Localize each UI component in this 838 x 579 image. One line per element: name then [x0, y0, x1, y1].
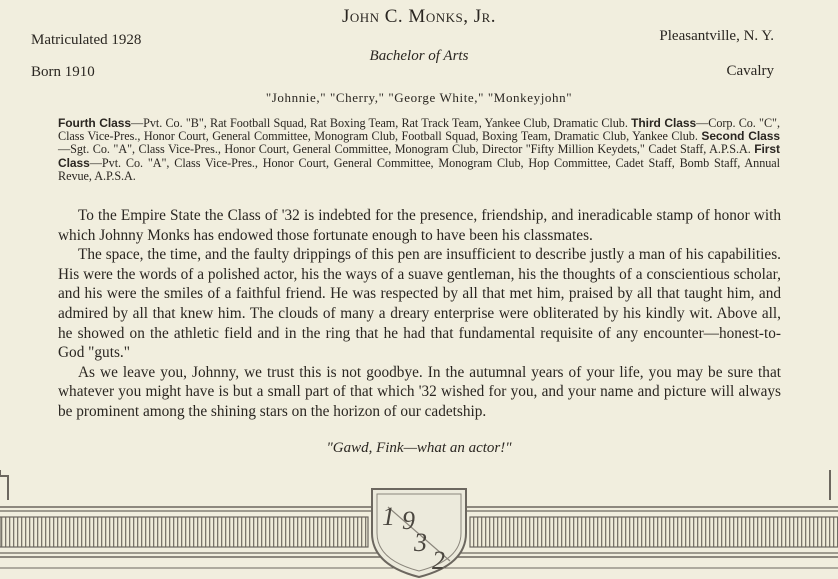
record-text: —Sgt. Co. "A", Class Vice-Pres., Honor Court, General Committee, Monogram Club, Director "Fifty Million Keydets," Cadet Staff, A.P.S.A. — [58, 142, 755, 157]
record-label: Third Class — [631, 116, 697, 130]
year-digit: 3 — [414, 528, 427, 557]
class-year-shield-icon — [368, 485, 470, 579]
record-text: —Pvt. Co. "B", Rat Football Squad, Rat Boxing Team, Rat Track Team, Yankee Club, Dramatic Club. — [130, 116, 632, 130]
degree: Bachelor of Arts — [369, 48, 469, 64]
paragraph: To the Empire State the Class of '32 is indebted for the presence, friendship, and ineradicable stamp of honor with which Johnny Monks has endowed those fortunate enough to have been his classmates. — [58, 207, 781, 244]
year-digit: 9 — [402, 506, 415, 535]
cadet-record — [58, 117, 780, 183]
birth-year: Born 1910 — [31, 64, 95, 80]
matriculated: Matriculated 1928 — [31, 32, 142, 48]
record-text: —Corp. Co. "C", Class Vice-Pres., Honor Court, General Committee, Monogram Club, Football Squad, Boxing Team, Dramatic Club, Yankee Club. — [58, 116, 780, 144]
hometown: Pleasantville, N. Y. — [659, 28, 774, 44]
closing-quote: "Gawd, Fink—what an actor!" — [326, 440, 512, 456]
cadet-name: John C. Monks, Jr. — [341, 6, 497, 27]
branch: Cavalry — [726, 63, 774, 79]
record-label: First Class — [58, 142, 780, 170]
paragraph: As we leave you, Johnny, we trust this is not goodbye. In the autumnal years of your life, you may be sure that whatever you might have is but a small part of that which '32 wished for you, and your name and picture will always be prominent among the shining stars on the horizon of our cadetship. — [58, 363, 781, 420]
year-digit: 1 — [382, 502, 395, 531]
paragraph: The space, the time, and the faulty drippings of this pen are insufficient to describe justly a man of his capabilities. His were the words of a polished actor, his the ways of a suave gentleman, his the thoughts of a conscientious scholar, and his were the smiles of a faithful friend. He was respected by all that met him, praised by all that taught him, and admired by all that knew him. The clouds of many a dreary enterprise were obliterated by his kindly wit. Above all, he showed on the athletic field and in the ring that he had that fundamental requisite of any encounter—honest-to-God "guts." — [58, 246, 781, 362]
nicknames: "Johnnie," "Cherry," "George White," "Monkeyjohn" — [265, 90, 573, 105]
record-text: —Pvt. Co. "A", Class Vice-Pres., Honor Court, General Committee, Monogram Club, Hop Committee, Cadet Staff, Bomb Staff, Annual Revue, A.P.S.A. — [58, 155, 780, 183]
biography — [58, 206, 781, 422]
record-label: Second Class — [701, 129, 780, 144]
year-digit: 2 — [432, 546, 445, 575]
record-label: Fourth Class — [58, 116, 131, 130]
